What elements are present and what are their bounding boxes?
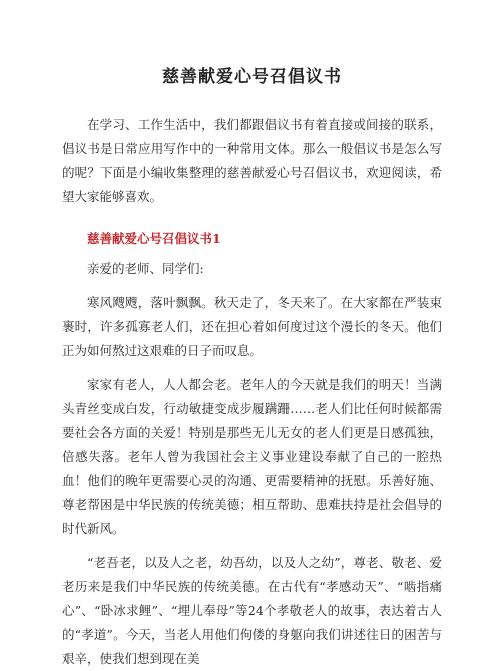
section-heading: 慈善献爱心号召倡议书1 xyxy=(87,231,221,246)
body-paragraph: “老吾老，以及人之老，幼吾幼，以及人之幼”，尊老、敬老、爱老历来是我们中华民族的传统美德。在古代有“孝感动天”、“啮指痛心”、“卧冰求鲤”、“埋儿奉母”等24个孝敬老人的故事，表达着古人的“孝道”。今天，当老人用他们佝偻的身躯向我们讲述往日的困苦与艰辛，使我们想到现在美 xyxy=(62,555,442,666)
body-paragraph: 家家有老人，人人都会老。老年人的今天就是我们的明天！当满头青丝变成白发，行动敏捷变成步履蹒跚……老人们比任何时候都需要社会各方面的关爱！特别是那些无儿无女的老人们更是日感孤独，倍感失落。老年人曾为我国社会主义事业建设奉献了自己的一腔热血！他们的晚年更需要心灵的沟通、更需要精神的抚慰。乐善好施、尊老帮困是中华民族的传统美德；相互帮助、患难扶持是社会倡导的时代新风。 xyxy=(62,377,442,536)
document-title: 慈善献爱心号召倡议书 xyxy=(162,67,342,87)
intro-paragraph: 在学习、工作生活中，我们都跟倡议书有着直接或间接的联系，倡议书是日常应用写作中的一种常用文体。那么一般倡议书是怎么写的呢？下面是小编收集整理的慈善献爱心号召倡议书，欢迎阅读，希望大家能够喜欢。 xyxy=(62,117,442,204)
body-paragraph: 寒风飕飕，落叶飘飘。秋天走了，冬天来了。在大家都在严装束裹时，许多孤寡老人们，还在担心着如何度过这个漫长的冬天。他们正为如何熬过这艰难的日子而叹息。 xyxy=(62,295,442,358)
salutation-paragraph: 亲爱的老师、同学们: xyxy=(87,261,204,276)
